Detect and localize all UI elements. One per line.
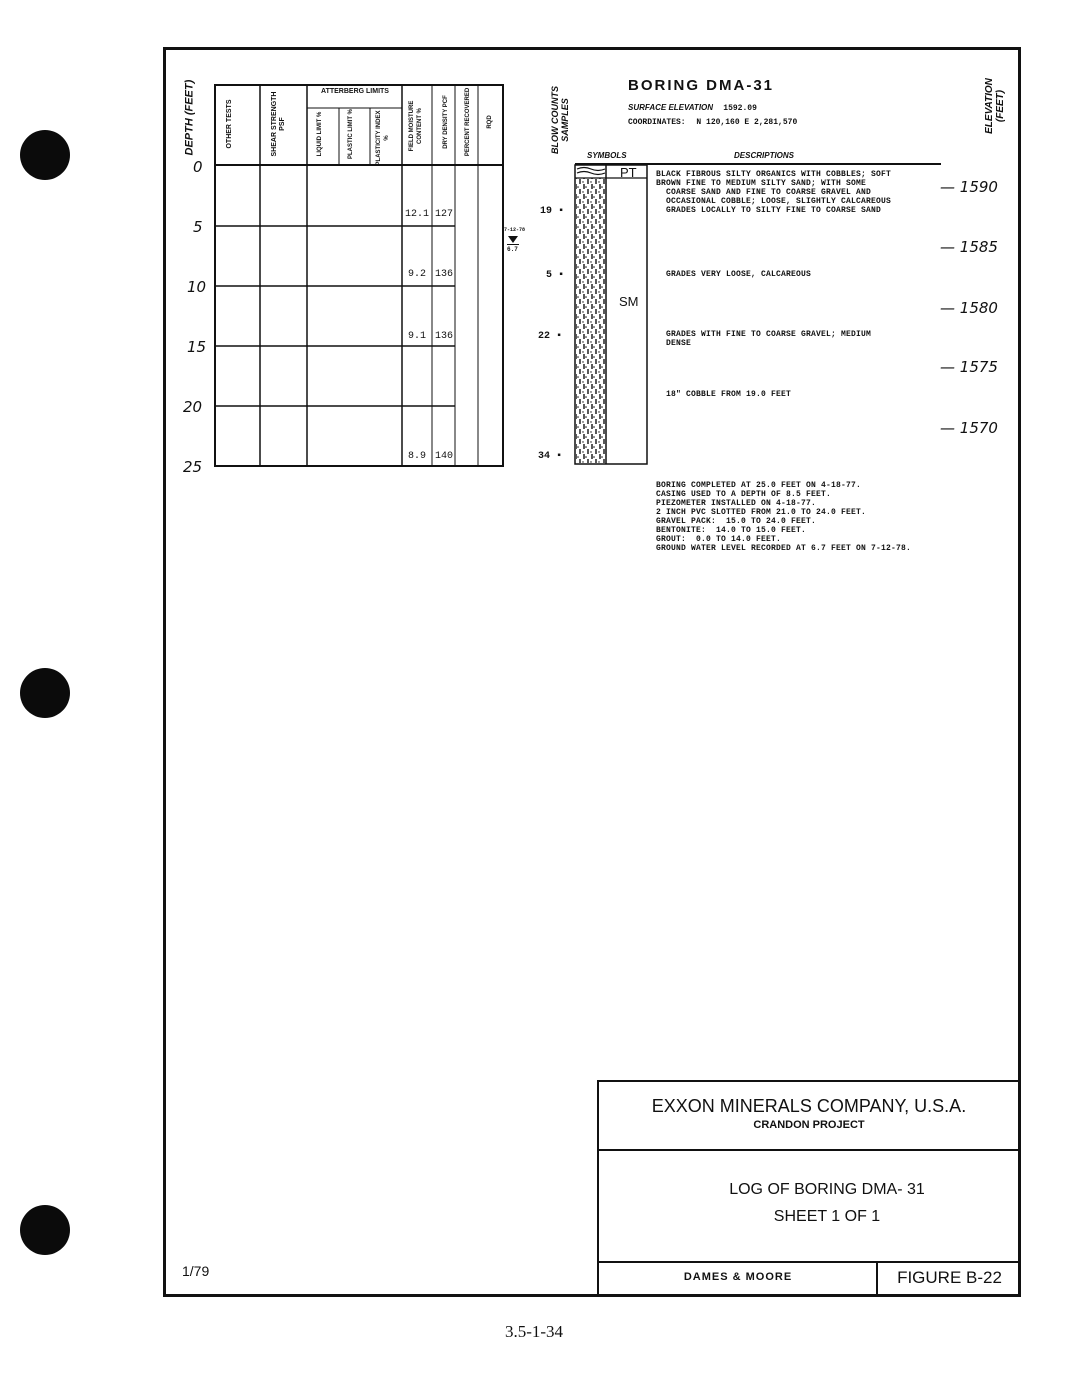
coordinates: COORDINATES: N 120,160 E 2,281,570 <box>628 118 798 127</box>
boring-title: BORING DMA-31 <box>628 77 775 94</box>
sheet-number: SHEET 1 OF 1 <box>773 1208 881 1225</box>
depth-tick-20: 20 <box>183 398 203 416</box>
title-block-divider <box>597 1149 1021 1151</box>
depth-tick-10: 10 <box>187 278 207 296</box>
elevation-tick: — 1570 <box>940 419 998 437</box>
description-line: OCCASIONAL COBBLE; LOOSE, SLIGHTLY CALCAREOUS <box>656 197 892 206</box>
note-line: CASING USED TO A DEPTH OF 8.5 FEET. <box>656 490 832 499</box>
elevation-tick: — 1585 <box>940 238 998 256</box>
figure-number: FIGURE B-22 <box>897 1268 1002 1287</box>
date-mark: 1/79 <box>182 1263 210 1279</box>
soil-profile-column <box>574 164 649 466</box>
title-block-divider <box>597 1261 1021 1263</box>
binder-hole-middle <box>20 668 70 718</box>
elevation-tick: — 1590 <box>940 178 998 196</box>
description-line: GRADES LOCALLY TO SILTY FINE TO COARSE SAND <box>656 206 882 215</box>
sample-marker: ▪ <box>556 331 563 342</box>
density-value: 136 <box>435 331 454 342</box>
description-line: BLACK FIBROUS SILTY ORGANICS WITH COBBLES; SOFT <box>656 170 892 179</box>
shear-strength-header: SHEAR STRENGTH PSF <box>271 91 286 157</box>
note-line: GROUND WATER LEVEL RECORDED AT 6.7 FEET ON 7-12-78. <box>656 544 912 553</box>
sample-marker: ▪ <box>556 451 563 462</box>
water-level-icon <box>507 235 519 245</box>
dry-density-header: DRY DENSITY PCF <box>443 95 449 149</box>
moisture-value: 12.1 <box>405 209 430 220</box>
percent-recovered-header: PERCENT RECOVERED <box>465 87 471 157</box>
firm-name: DAMES & MOORE <box>683 1271 793 1283</box>
depth-tick-0: 0 <box>193 158 203 176</box>
blow-count: 19 ▪ <box>540 206 565 217</box>
moisture-value: 9.1 <box>408 331 427 342</box>
log-title: LOG OF BORING DMA- 31 <box>729 1181 925 1198</box>
elevation-tick: — 1575 <box>940 358 998 376</box>
page-number: 3.5-1-34 <box>504 1322 564 1341</box>
plasticity-index-header: PLASTICITY INDEX % <box>376 110 390 166</box>
other-tests-header: OTHER TESTS <box>226 99 233 149</box>
depth-header: DEPTH (FEET) <box>183 79 196 156</box>
moisture-header: FIELD MOISTURE CONTENT % <box>409 100 423 152</box>
note-line: BORING COMPLETED AT 25.0 FEET ON 4-18-77. <box>656 481 862 490</box>
binder-hole-top <box>20 130 70 180</box>
rqd-header: RQD <box>487 115 493 129</box>
description-line: COARSE SAND AND FINE TO COARSE GRAVEL AND <box>656 188 872 197</box>
liquid-limit-header: LIQUID LIMIT % <box>317 111 323 157</box>
company-name: EXXON MINERALS COMPANY, U.S.A. <box>651 1096 967 1116</box>
soil-symbol-pt: PT <box>620 165 637 180</box>
elevation-tick: — 1580 <box>940 299 998 317</box>
atterberg-header: ATTERBERG LIMITS <box>321 88 389 95</box>
depth-tick-25: 25 <box>183 458 203 476</box>
surface-elevation: SURFACE ELEVATION 1592.09 <box>628 103 757 113</box>
soil-symbol-sm: SM <box>619 294 639 309</box>
description-line: GRADES VERY LOOSE, CALCAREOUS <box>656 270 812 279</box>
description-line: GRADES WITH FINE TO COARSE GRAVEL; MEDIUM <box>656 330 872 339</box>
binder-hole-bottom <box>20 1205 70 1255</box>
plastic-limit-header: PLASTIC LIMIT % <box>348 109 354 159</box>
blow-count: 5 ▪ <box>546 270 565 281</box>
symbols-header: SYMBOLS <box>587 151 627 160</box>
density-value: 140 <box>435 451 454 462</box>
water-level-date: 7-12-78 <box>504 227 526 233</box>
note-line: BENTONITE: 14.0 TO 15.0 FEET. <box>656 526 807 535</box>
blow-count: 22 ▪ <box>538 331 563 342</box>
note-line: GRAVEL PACK: 15.0 TO 24.0 FEET. <box>656 517 817 526</box>
blow-count: 34 ▪ <box>538 451 563 462</box>
description-line: DENSE <box>656 339 692 348</box>
descriptions-header: DESCRIPTIONS <box>734 151 795 160</box>
description-line: 18" COBBLE FROM 19.0 FEET <box>656 390 792 399</box>
note-line: GROUT: 0.0 TO 14.0 FEET. <box>656 535 782 544</box>
sample-marker: ▪ <box>558 270 565 281</box>
description-line: BROWN FINE TO MEDIUM SILTY SAND; WITH SOME <box>656 179 867 188</box>
density-value: 136 <box>435 269 454 280</box>
water-level-depth: 6.7 <box>507 246 518 253</box>
note-line: PIEZOMETER INSTALLED ON 4-18-77. <box>656 499 817 508</box>
blow-counts-header: BLOW COUNTS SAMPLES <box>550 86 570 154</box>
depth-tick-5: 5 <box>193 218 203 236</box>
note-line: 2 INCH PVC SLOTTED FROM 21.0 TO 24.0 FEET. <box>656 508 867 517</box>
sample-marker: ▪ <box>558 206 565 217</box>
elevation-header: ELEVATION (FEET) <box>984 78 1006 134</box>
depth-tick-15: 15 <box>187 338 207 356</box>
density-value: 127 <box>435 209 454 220</box>
project-name: CRANDON PROJECT <box>753 1119 865 1131</box>
moisture-value: 9.2 <box>408 269 427 280</box>
moisture-value: 8.9 <box>408 451 427 462</box>
